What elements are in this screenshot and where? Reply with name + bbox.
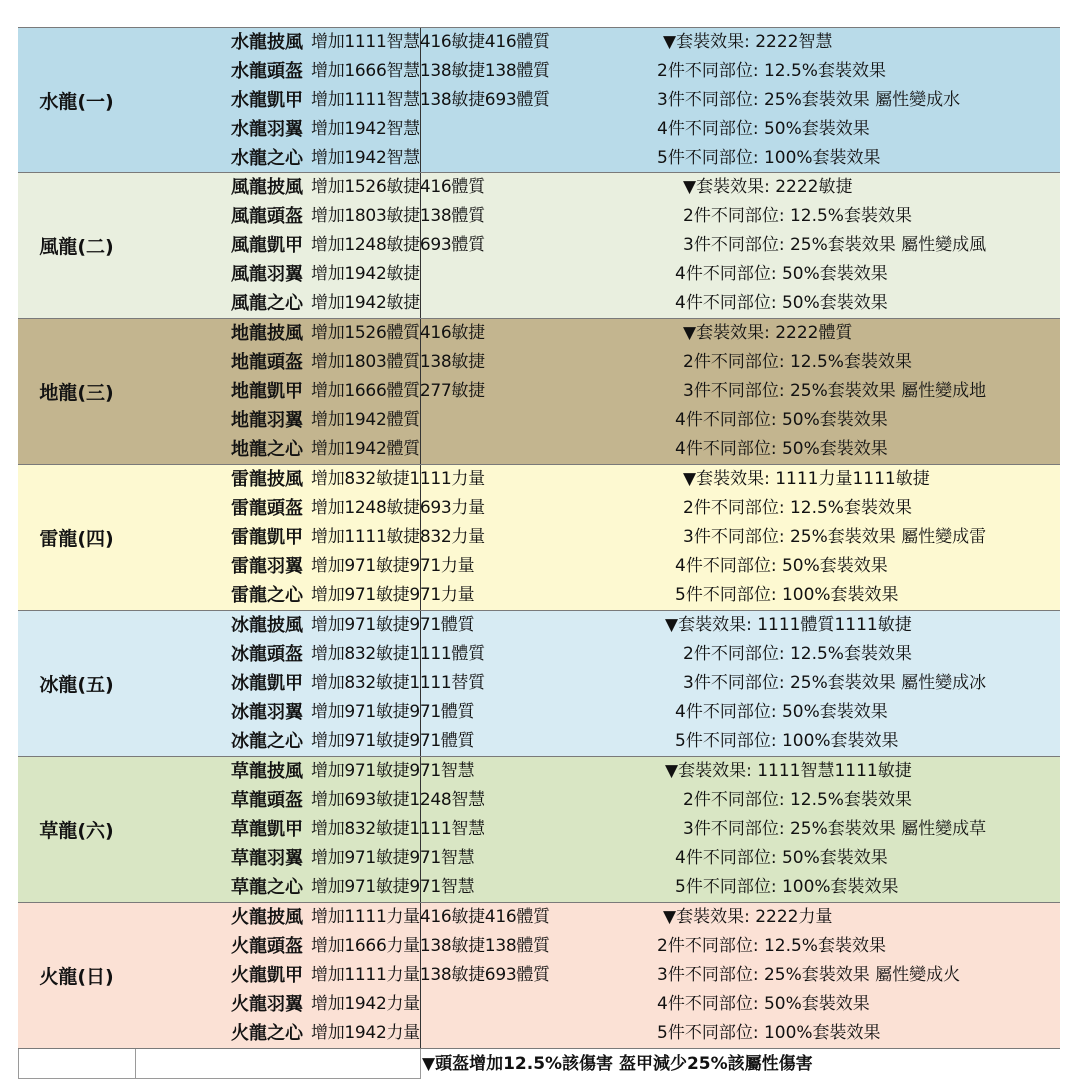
table-row <box>135 786 1060 815</box>
table-row <box>135 231 1060 260</box>
set-effect: 4件不同部位: 50%套裝效果 <box>675 439 888 459</box>
table-row <box>135 727 1060 756</box>
stat-bonus: 增加971敏捷971力量 <box>311 556 475 576</box>
set-effect: 4件不同部位: 50%套裝效果 <box>657 119 870 139</box>
table-row <box>135 86 1060 115</box>
table-row <box>135 990 1060 1019</box>
stat-bonus: 增加971敏捷971體質 <box>311 615 475 635</box>
table-row <box>135 377 1060 406</box>
stat-bonus: 增加1942體質 <box>311 410 420 430</box>
stat-bonus: 增加1526敏捷416體質 <box>311 177 485 197</box>
piece-name: 火龍羽翼 <box>231 994 303 1015</box>
stat-bonus: 增加832敏捷1111智慧 <box>311 819 485 839</box>
footer-cell-border <box>420 1049 421 1079</box>
table-row <box>135 406 1060 435</box>
footer-cell-border <box>18 1049 19 1079</box>
piece-name: 草龍之心 <box>231 877 303 898</box>
piece-name: 風龍之心 <box>231 293 303 314</box>
table-row <box>135 202 1060 231</box>
stat-bonus: 增加1111智慧138敏捷693體質 <box>311 90 550 110</box>
table-row <box>135 757 1060 786</box>
piece-name: 草龍羽翼 <box>231 848 303 869</box>
stat-bonus: 增加971敏捷971體質 <box>311 731 475 751</box>
stat-bonus: 增加1942體質 <box>311 439 420 459</box>
set-group <box>18 319 1060 465</box>
piece-name: 雷龍羽翼 <box>231 556 303 577</box>
set-effect: 3件不同部位: 25%套裝效果 屬性變成雷 <box>683 527 987 547</box>
set-effect: 5件不同部位: 100%套裝效果 <box>657 148 881 168</box>
stat-bonus: 增加1666體質277敏捷 <box>311 381 485 401</box>
piece-name: 冰龍頭盔 <box>231 644 303 665</box>
set-effect: 3件不同部位: 25%套裝效果 屬性變成草 <box>683 819 987 839</box>
set-effect: 4件不同部位: 50%套裝效果 <box>675 410 888 430</box>
piece-name: 地龍頭盔 <box>231 352 303 373</box>
piece-name: 水龍羽翼 <box>231 119 303 140</box>
set-effect: 2件不同部位: 12.5%套裝效果 <box>657 61 886 81</box>
stat-bonus: 增加1248敏捷693體質 <box>311 235 485 255</box>
table-row <box>135 465 1060 494</box>
table-row <box>135 115 1060 144</box>
set-effect: 3件不同部位: 25%套裝效果 屬性變成風 <box>683 235 987 255</box>
table-row <box>135 319 1060 348</box>
set-effect: ▼套裝效果: 2222體質 <box>683 323 853 343</box>
stat-bonus: 增加1942敏捷 <box>311 293 420 313</box>
set-effect: 4件不同部位: 50%套裝效果 <box>675 702 888 722</box>
stat-bonus: 增加1111力量138敏捷693體質 <box>311 965 550 985</box>
set-group <box>18 173 1060 319</box>
footer-cell-border <box>135 1049 136 1079</box>
set-effect: 3件不同部位: 25%套裝效果 屬性變成冰 <box>683 673 987 693</box>
table-row <box>135 28 1060 57</box>
table-row <box>135 289 1060 318</box>
table-row <box>135 669 1060 698</box>
set-effect: 4件不同部位: 50%套裝效果 <box>675 264 888 284</box>
set-effect: 5件不同部位: 100%套裝效果 <box>675 585 899 605</box>
table-row <box>135 348 1060 377</box>
stat-bonus: 增加971敏捷971智慧 <box>311 848 475 868</box>
set-name: 雷龍(四) <box>39 528 114 550</box>
footer-row <box>18 1049 1060 1079</box>
piece-name: 風龍披風 <box>231 177 303 198</box>
piece-name: 火龍之心 <box>231 1023 303 1044</box>
stat-bonus: 增加1942力量 <box>311 994 420 1014</box>
set-group <box>18 611 1060 757</box>
stat-bonus: 增加832敏捷1111力量 <box>311 469 485 489</box>
set-effect: 4件不同部位: 50%套裝效果 <box>675 556 888 576</box>
table-row <box>135 435 1060 464</box>
piece-name: 地龍之心 <box>231 439 303 460</box>
stat-bonus: 增加1942智慧 <box>311 119 420 139</box>
set-effect: ▼套裝效果: 2222敏捷 <box>683 177 853 197</box>
piece-name: 雷龍凱甲 <box>231 527 303 548</box>
stat-bonus: 增加1803敏捷138體質 <box>311 206 485 226</box>
set-group <box>18 465 1060 611</box>
piece-name: 火龍披風 <box>231 907 303 928</box>
piece-name: 水龍凱甲 <box>231 90 303 111</box>
table-row <box>135 611 1060 640</box>
set-effect: 3件不同部位: 25%套裝效果 屬性變成火 <box>657 965 961 985</box>
piece-name: 地龍披風 <box>231 323 303 344</box>
stat-bonus: 增加1248敏捷693力量 <box>311 498 485 518</box>
set-effect: ▼套裝效果: 2222力量 <box>663 907 833 927</box>
set-rows <box>135 319 1060 464</box>
piece-name: 雷龍頭盔 <box>231 498 303 519</box>
set-effect: 3件不同部位: 25%套裝效果 屬性變成地 <box>683 381 987 401</box>
set-name: 地龍(三) <box>39 382 114 404</box>
table-row <box>135 552 1060 581</box>
set-effect: 5件不同部位: 100%套裝效果 <box>657 1023 881 1043</box>
footer-note: ▼頭盔增加12.5%該傷害 盔甲減少25%該屬性傷害 <box>422 1054 813 1074</box>
set-name: 草龍(六) <box>39 820 114 842</box>
dragon-set-table <box>18 27 1060 1079</box>
piece-name: 火龍頭盔 <box>231 936 303 957</box>
table-row <box>135 1019 1060 1048</box>
set-effect: ▼套裝效果: 1111智慧1111敏捷 <box>665 761 912 781</box>
set-name: 冰龍(五) <box>39 674 114 696</box>
piece-name: 水龍頭盔 <box>231 61 303 82</box>
stat-bonus: 增加971敏捷971力量 <box>311 585 475 605</box>
set-effect: 5件不同部位: 100%套裝效果 <box>675 877 899 897</box>
set-effect: ▼套裝效果: 2222智慧 <box>663 32 833 52</box>
piece-name: 風龍羽翼 <box>231 264 303 285</box>
set-effect: 2件不同部位: 12.5%套裝效果 <box>683 206 912 226</box>
stat-bonus: 增加1942智慧 <box>311 148 420 168</box>
piece-name: 草龍頭盔 <box>231 790 303 811</box>
set-effect: 4件不同部位: 50%套裝效果 <box>657 994 870 1014</box>
table-row <box>135 523 1060 552</box>
piece-name: 草龍凱甲 <box>231 819 303 840</box>
piece-name: 草龍披風 <box>231 761 303 782</box>
set-name: 火龍(日) <box>39 966 114 988</box>
stat-bonus: 增加1942力量 <box>311 1023 420 1043</box>
set-effect: 2件不同部位: 12.5%套裝效果 <box>683 498 912 518</box>
piece-name: 冰龍披風 <box>231 615 303 636</box>
stat-bonus: 增加693敏捷1248智慧 <box>311 790 485 810</box>
set-rows <box>135 465 1060 610</box>
set-rows <box>135 28 1060 172</box>
piece-name: 地龍羽翼 <box>231 410 303 431</box>
set-effect: 4件不同部位: 50%套裝效果 <box>675 293 888 313</box>
set-effect: 3件不同部位: 25%套裝效果 屬性變成水 <box>657 90 961 110</box>
piece-name: 地龍凱甲 <box>231 381 303 402</box>
set-effect: 2件不同部位: 12.5%套裝效果 <box>657 936 886 956</box>
stat-bonus: 增加1111智慧416敏捷416體質 <box>311 32 550 52</box>
set-rows <box>135 757 1060 902</box>
piece-name: 水龍披風 <box>231 32 303 53</box>
set-effect: ▼套裝效果: 1111體質1111敏捷 <box>665 615 912 635</box>
set-effect: ▼套裝效果: 1111力量1111敏捷 <box>683 469 930 489</box>
piece-name: 風龍凱甲 <box>231 235 303 256</box>
stat-bonus: 增加832敏捷1111替質 <box>311 673 485 693</box>
table-row <box>135 144 1060 173</box>
table-row <box>135 494 1060 523</box>
table-row <box>135 57 1060 86</box>
table-row <box>135 173 1060 202</box>
table-row <box>135 903 1060 932</box>
table-row <box>135 698 1060 727</box>
stat-bonus: 增加1111力量416敏捷416體質 <box>311 907 550 927</box>
piece-name: 雷龍之心 <box>231 585 303 606</box>
set-effect: 2件不同部位: 12.5%套裝效果 <box>683 352 912 372</box>
set-group <box>18 27 1060 173</box>
set-rows <box>135 903 1060 1048</box>
stat-bonus: 增加971敏捷971體質 <box>311 702 475 722</box>
set-rows <box>135 173 1060 318</box>
set-name: 水龍(一) <box>39 90 114 113</box>
table-row <box>135 260 1060 289</box>
set-group <box>18 757 1060 903</box>
table-row <box>135 961 1060 990</box>
set-rows <box>135 611 1060 756</box>
set-group <box>18 903 1060 1049</box>
piece-name: 冰龍凱甲 <box>231 673 303 694</box>
table-row <box>135 873 1060 902</box>
set-effect: 5件不同部位: 100%套裝效果 <box>675 731 899 751</box>
set-effect: 2件不同部位: 12.5%套裝效果 <box>683 790 912 810</box>
table-row <box>135 932 1060 961</box>
set-effect: 2件不同部位: 12.5%套裝效果 <box>683 644 912 664</box>
table-row <box>135 844 1060 873</box>
stat-bonus: 增加971敏捷971智慧 <box>311 761 475 781</box>
stat-bonus: 增加1803體質138敏捷 <box>311 352 485 372</box>
piece-name: 雷龍披風 <box>231 469 303 490</box>
stat-bonus: 增加1526體質416敏捷 <box>311 323 485 343</box>
piece-name: 冰龍之心 <box>231 731 303 752</box>
piece-name: 水龍之心 <box>231 148 303 169</box>
stat-bonus: 增加1666智慧138敏捷138體質 <box>311 61 550 81</box>
set-effect: 4件不同部位: 50%套裝效果 <box>675 848 888 868</box>
stat-bonus: 增加832敏捷1111體質 <box>311 644 485 664</box>
table-row <box>135 581 1060 610</box>
footer-bottom-border <box>18 1078 420 1079</box>
table-row <box>135 640 1060 669</box>
piece-name: 火龍凱甲 <box>231 965 303 986</box>
piece-name: 冰龍羽翼 <box>231 702 303 723</box>
table-row <box>135 815 1060 844</box>
stat-bonus: 增加971敏捷971智慧 <box>311 877 475 897</box>
stat-bonus: 增加1111敏捷832力量 <box>311 527 485 547</box>
piece-name: 風龍頭盔 <box>231 206 303 227</box>
set-name: 風龍(二) <box>39 236 114 258</box>
stat-bonus: 增加1666力量138敏捷138體質 <box>311 936 550 956</box>
stat-bonus: 增加1942敏捷 <box>311 264 420 284</box>
